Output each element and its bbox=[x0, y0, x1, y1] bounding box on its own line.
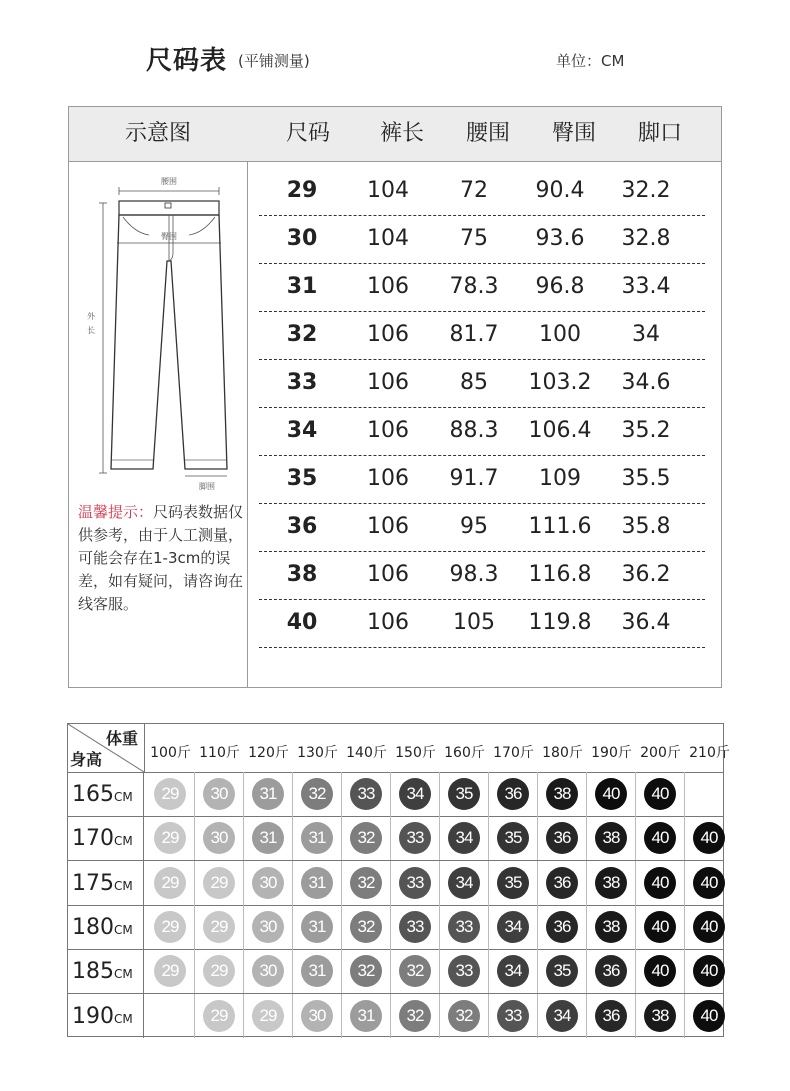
grid-row bbox=[68, 816, 723, 861]
height-value: 190 bbox=[72, 1003, 114, 1029]
size-badge: 33 bbox=[399, 867, 431, 899]
grid-row bbox=[68, 949, 723, 994]
weight-header: 170斤 bbox=[493, 745, 534, 761]
grid-column-line bbox=[488, 816, 489, 860]
size-table-row bbox=[259, 311, 705, 360]
hip-value: 96.8 bbox=[535, 274, 585, 299]
height-value: 170 bbox=[72, 826, 114, 852]
size-table-row bbox=[259, 599, 705, 648]
size-badge: 38 bbox=[546, 778, 578, 810]
weight-header: 180斤 bbox=[542, 745, 583, 761]
size-badge: 36 bbox=[595, 955, 627, 987]
size-table-row bbox=[259, 167, 705, 216]
weight-header: 110斤 bbox=[199, 745, 240, 761]
size-badge: 34 bbox=[448, 822, 480, 854]
grid-column-line bbox=[390, 949, 391, 993]
weight-header: 160斤 bbox=[444, 745, 485, 761]
size-value: 34 bbox=[286, 418, 318, 443]
hem-value: 34.6 bbox=[621, 370, 671, 395]
hip-value: 93.6 bbox=[535, 226, 585, 251]
weight-header: 190斤 bbox=[591, 745, 632, 761]
grid-column-line bbox=[341, 816, 342, 860]
size-badge: 40 bbox=[644, 955, 676, 987]
grid-column-line bbox=[488, 905, 489, 949]
grid-column-line bbox=[439, 994, 440, 1038]
size-badge: 29 bbox=[203, 955, 235, 987]
size-chart-title: 尺码表 bbox=[146, 46, 228, 76]
grid-column-line bbox=[684, 905, 685, 949]
waist-value: 95 bbox=[460, 514, 488, 539]
size-badge: 31 bbox=[350, 1000, 382, 1032]
grid-column-line bbox=[439, 861, 440, 905]
size-badge: 38 bbox=[595, 911, 627, 943]
size-badge: 29 bbox=[252, 1000, 284, 1032]
size-badge: 40 bbox=[595, 778, 627, 810]
size-badge: 35 bbox=[448, 778, 480, 810]
grid-row bbox=[68, 772, 723, 817]
size-table-row bbox=[259, 359, 705, 408]
size-badge: 29 bbox=[203, 911, 235, 943]
grid-column-line bbox=[439, 949, 440, 993]
grid-column-line bbox=[292, 949, 293, 993]
grid-column-line bbox=[390, 772, 391, 816]
grid-column-line bbox=[635, 861, 636, 905]
grid-column-line bbox=[390, 905, 391, 949]
weight-header: 210斤 bbox=[689, 745, 730, 761]
size-value: 40 bbox=[286, 610, 318, 635]
grid-column-line bbox=[194, 861, 195, 905]
size-badge: 29 bbox=[203, 867, 235, 899]
col-diagram: 示意图 bbox=[124, 121, 191, 146]
size-badge: 36 bbox=[497, 778, 529, 810]
unit-label: 单位：CM bbox=[556, 52, 625, 70]
grid-column-line bbox=[635, 994, 636, 1038]
waist-value: 98.3 bbox=[449, 562, 499, 587]
length-value: 106 bbox=[367, 562, 409, 587]
weight-header: 120斤 bbox=[248, 745, 289, 761]
height-unit: CM bbox=[114, 1011, 133, 1026]
waist-value: 91.7 bbox=[449, 466, 499, 491]
height-value: 165 bbox=[72, 782, 114, 807]
size-badge: 32 bbox=[301, 778, 333, 810]
size-badge: 30 bbox=[252, 911, 284, 943]
height-label bbox=[68, 816, 144, 860]
grid-column-line bbox=[537, 816, 538, 860]
grid-column-line bbox=[586, 905, 587, 949]
grid-column-line bbox=[586, 861, 587, 905]
size-table-row bbox=[259, 503, 705, 552]
height-unit: CM bbox=[114, 834, 133, 849]
hip-value: 103.2 bbox=[528, 370, 592, 395]
waist-value: 81.7 bbox=[449, 322, 499, 347]
size-badge: 38 bbox=[595, 822, 627, 854]
waist-value: 88.3 bbox=[449, 418, 499, 443]
size-badge: 36 bbox=[546, 911, 578, 943]
grid-row bbox=[68, 905, 723, 950]
height-unit: CM bbox=[114, 922, 133, 937]
hip-value: 106.4 bbox=[528, 418, 592, 443]
height-value: 175 bbox=[72, 870, 114, 896]
hip-value: 116.8 bbox=[528, 562, 592, 587]
size-badge: 40 bbox=[693, 867, 725, 899]
grid-column-line bbox=[194, 816, 195, 860]
size-badge: 29 bbox=[203, 1000, 235, 1032]
grid-column-line bbox=[292, 816, 293, 860]
height-value: 185 bbox=[72, 959, 114, 985]
size-badge: 29 bbox=[154, 955, 186, 987]
size-table bbox=[68, 106, 722, 688]
size-badge: 40 bbox=[644, 867, 676, 899]
length-value: 106 bbox=[367, 370, 409, 395]
length-value: 106 bbox=[367, 274, 409, 299]
pants-diagram bbox=[83, 173, 243, 493]
height-label bbox=[68, 905, 144, 949]
height-axis-label: 身高 bbox=[70, 750, 103, 769]
waist-value: 72 bbox=[460, 178, 488, 203]
grid-column-line bbox=[586, 949, 587, 993]
size-badge: 34 bbox=[497, 911, 529, 943]
size-badge: 30 bbox=[301, 1000, 333, 1032]
size-badge: 32 bbox=[350, 911, 382, 943]
size-table-row bbox=[259, 263, 705, 312]
hip-value: 119.8 bbox=[528, 610, 592, 635]
grid-column-line bbox=[537, 861, 538, 905]
grid-column-line bbox=[488, 772, 489, 816]
size-badge: 31 bbox=[301, 822, 333, 854]
grid-column-line bbox=[341, 994, 342, 1038]
grid-column-line bbox=[684, 861, 685, 905]
size-badge: 40 bbox=[693, 1000, 725, 1032]
waist-value: 75 bbox=[460, 226, 488, 251]
height-label bbox=[68, 949, 144, 993]
size-table-header bbox=[69, 107, 721, 162]
size-badge: 40 bbox=[644, 911, 676, 943]
tip-note bbox=[78, 501, 246, 616]
size-table-row bbox=[259, 455, 705, 504]
size-table-row bbox=[259, 215, 705, 264]
height-unit: CM bbox=[114, 878, 133, 893]
size-badge: 40 bbox=[644, 822, 676, 854]
grid-column-line bbox=[684, 949, 685, 993]
size-badge: 30 bbox=[203, 778, 235, 810]
outer-length-label-1: 外 bbox=[87, 312, 95, 321]
size-badge: 30 bbox=[203, 822, 235, 854]
hem-value: 35.5 bbox=[621, 466, 671, 491]
grid-column-line bbox=[194, 994, 195, 1038]
height-label bbox=[68, 772, 144, 816]
size-badge: 30 bbox=[252, 867, 284, 899]
grid-column-line bbox=[635, 772, 636, 816]
size-table-row bbox=[259, 407, 705, 456]
col-length: 裤长 bbox=[379, 121, 424, 146]
waist-value: 78.3 bbox=[449, 274, 499, 299]
size-badge: 34 bbox=[497, 955, 529, 987]
size-badge: 40 bbox=[693, 911, 725, 943]
waist-diagram-label: 腰围 bbox=[161, 177, 177, 186]
size-badge: 33 bbox=[399, 911, 431, 943]
weight-header: 200斤 bbox=[640, 745, 681, 761]
hem-value: 34 bbox=[632, 322, 660, 347]
length-value: 106 bbox=[367, 514, 409, 539]
size-badge: 30 bbox=[252, 955, 284, 987]
height-value: 180 bbox=[72, 914, 114, 940]
length-value: 106 bbox=[367, 610, 409, 635]
grid-column-line bbox=[243, 994, 244, 1038]
hem-value: 33.4 bbox=[621, 274, 671, 299]
col-hip: 臀围 bbox=[551, 121, 596, 146]
grid-corner bbox=[68, 724, 145, 772]
hip-value: 109 bbox=[539, 466, 581, 491]
size-badge: 34 bbox=[546, 1000, 578, 1032]
size-recommend-grid bbox=[67, 723, 730, 1037]
grid-column-line bbox=[439, 816, 440, 860]
grid-column-line bbox=[586, 772, 587, 816]
length-value: 104 bbox=[367, 226, 409, 251]
grid-column-line bbox=[635, 905, 636, 949]
size-badge: 33 bbox=[448, 955, 480, 987]
height-label bbox=[68, 861, 144, 905]
size-badge: 32 bbox=[399, 1000, 431, 1032]
grid-column-line bbox=[586, 816, 587, 860]
grid-column-line bbox=[684, 816, 685, 860]
grid-column-line bbox=[194, 772, 195, 816]
size-badge: 31 bbox=[252, 778, 284, 810]
size-badge: 29 bbox=[154, 778, 186, 810]
hip-value: 100 bbox=[539, 322, 581, 347]
grid-column-line bbox=[341, 861, 342, 905]
hem-value: 35.8 bbox=[621, 514, 671, 539]
grid-column-line bbox=[243, 905, 244, 949]
grid-column-line bbox=[439, 772, 440, 816]
grid-column-line bbox=[243, 816, 244, 860]
tip-text: 尺码表数据仅供参考，由于人工测量，可能会存在1-3cm的误差，如有疑问，请咨询在线客服。 bbox=[78, 503, 244, 613]
grid-column-line bbox=[292, 905, 293, 949]
size-badge: 40 bbox=[644, 778, 676, 810]
grid-column-line bbox=[488, 861, 489, 905]
grid-column-line bbox=[341, 905, 342, 949]
size-value: 38 bbox=[286, 562, 318, 587]
grid-column-line bbox=[488, 949, 489, 993]
hip-diagram-label: 臀围 bbox=[161, 232, 177, 241]
grid-column-line bbox=[341, 949, 342, 993]
grid-column-line bbox=[194, 905, 195, 949]
size-badge: 31 bbox=[301, 911, 333, 943]
weight-header: 150斤 bbox=[395, 745, 436, 761]
grid-column-line bbox=[194, 949, 195, 993]
weight-header: 100斤 bbox=[150, 745, 191, 761]
size-badge: 31 bbox=[301, 955, 333, 987]
size-value: 32 bbox=[286, 322, 318, 347]
grid-column-line bbox=[390, 861, 391, 905]
size-badge: 31 bbox=[301, 867, 333, 899]
size-badge: 33 bbox=[350, 778, 382, 810]
height-unit: CM bbox=[114, 967, 133, 982]
grid-column-line bbox=[586, 994, 587, 1038]
hem-value: 36.4 bbox=[621, 610, 671, 635]
size-value: 33 bbox=[286, 370, 318, 395]
grid-header bbox=[68, 724, 730, 773]
outer-length-label-2: 长 bbox=[87, 326, 95, 335]
grid-column-line bbox=[243, 772, 244, 816]
size-value: 35 bbox=[286, 466, 318, 491]
size-badge: 29 bbox=[154, 867, 186, 899]
size-badge: 34 bbox=[399, 778, 431, 810]
size-badge: 32 bbox=[350, 867, 382, 899]
size-badge: 32 bbox=[350, 822, 382, 854]
size-badge: 35 bbox=[546, 955, 578, 987]
grid-column-line bbox=[439, 905, 440, 949]
size-table-row bbox=[259, 551, 705, 600]
size-badge: 29 bbox=[154, 911, 186, 943]
grid-column-line bbox=[488, 994, 489, 1038]
col-waist: 腰围 bbox=[465, 121, 510, 146]
hem-value: 36.2 bbox=[621, 562, 671, 587]
grid-column-line bbox=[635, 949, 636, 993]
weight-header: 140斤 bbox=[346, 745, 387, 761]
hem-value: 32.8 bbox=[621, 226, 671, 251]
size-badge: 32 bbox=[448, 1000, 480, 1032]
grid-column-line bbox=[537, 905, 538, 949]
col-hem: 脚口 bbox=[637, 121, 682, 146]
grid-row bbox=[68, 861, 723, 906]
size-badge: 36 bbox=[546, 867, 578, 899]
length-value: 106 bbox=[367, 466, 409, 491]
size-chart-subtitle: (平铺测量) bbox=[238, 52, 310, 70]
grid-column-line bbox=[243, 949, 244, 993]
hip-value: 90.4 bbox=[535, 178, 585, 203]
size-badge: 36 bbox=[595, 1000, 627, 1032]
length-value: 106 bbox=[367, 418, 409, 443]
column-divider bbox=[247, 161, 248, 687]
grid-column-line bbox=[684, 994, 685, 1038]
hem-value: 32.2 bbox=[621, 178, 671, 203]
grid-column-line bbox=[243, 861, 244, 905]
tip-label: 温馨提示： bbox=[78, 503, 154, 521]
size-badge: 33 bbox=[497, 1000, 529, 1032]
size-badge: 40 bbox=[693, 822, 725, 854]
length-value: 106 bbox=[367, 322, 409, 347]
size-badge: 33 bbox=[399, 822, 431, 854]
size-badge: 31 bbox=[252, 822, 284, 854]
grid-column-line bbox=[635, 816, 636, 860]
size-badge: 35 bbox=[497, 867, 529, 899]
grid-column-line bbox=[292, 994, 293, 1038]
size-value: 31 bbox=[286, 274, 318, 299]
height-unit: CM bbox=[114, 790, 133, 804]
grid-column-line bbox=[292, 861, 293, 905]
size-badge: 38 bbox=[644, 1000, 676, 1032]
size-badge: 33 bbox=[448, 911, 480, 943]
size-badge: 38 bbox=[595, 867, 627, 899]
size-badge: 34 bbox=[448, 867, 480, 899]
weight-header: 130斤 bbox=[297, 745, 338, 761]
size-badge: 29 bbox=[154, 822, 186, 854]
grid-row bbox=[68, 994, 723, 1038]
waist-value: 85 bbox=[460, 370, 488, 395]
grid-column-line bbox=[537, 772, 538, 816]
size-value: 36 bbox=[286, 514, 318, 539]
grid-column-line bbox=[684, 772, 685, 816]
length-value: 104 bbox=[367, 178, 409, 203]
size-badge: 36 bbox=[546, 822, 578, 854]
grid-column-line bbox=[537, 949, 538, 993]
grid-column-line bbox=[537, 994, 538, 1038]
height-label bbox=[68, 994, 144, 1038]
weight-axis-label: 体重 bbox=[105, 729, 138, 748]
waist-value: 105 bbox=[453, 610, 495, 635]
col-size: 尺码 bbox=[285, 121, 330, 146]
size-badge: 35 bbox=[497, 822, 529, 854]
size-badge: 32 bbox=[399, 955, 431, 987]
grid-column-line bbox=[390, 816, 391, 860]
size-badge: 32 bbox=[350, 955, 382, 987]
hip-value: 111.6 bbox=[528, 514, 592, 539]
hem-diagram-label: 脚围 bbox=[199, 482, 215, 491]
grid-column-line bbox=[292, 772, 293, 816]
size-badge: 40 bbox=[693, 955, 725, 987]
grid-column-line bbox=[341, 772, 342, 816]
grid-column-line bbox=[390, 994, 391, 1038]
size-value: 29 bbox=[286, 178, 318, 203]
hem-value: 35.2 bbox=[621, 418, 671, 443]
size-value: 30 bbox=[286, 226, 318, 251]
